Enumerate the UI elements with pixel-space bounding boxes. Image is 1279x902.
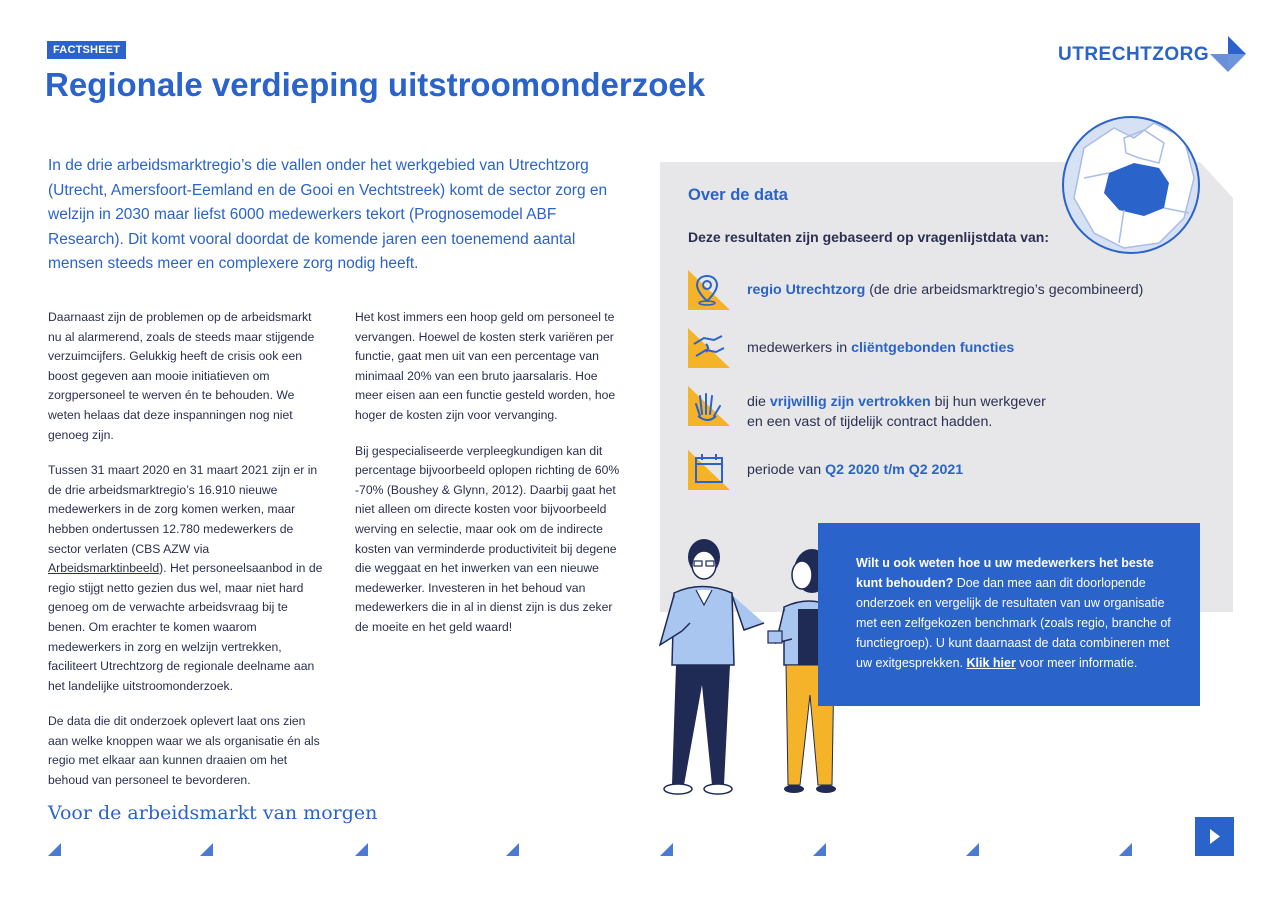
col2-paragraph-2: Bij gespecialiseerde verpleegkundigen kan dit percentage bijvoorbeeld oplopen richting de 60% -70% (Boushey & Glynn, 2012). Daarbij gaat het niet alleen om directe kosten voor bijvoorbeeld werving en selectie, maar ook om de indirecte kosten van verminderde productiviteit bij degene die weggaat en het inwerken van een nieuwe medewerker. Investeren in het behoud van medewerkers die in al in dienst zijn is dus zeker de moeite en het geld waard! [355,443,620,634]
cta-body: Doe dan mee aan dit doorlopende onderzoek en vergelijk de resultaten van uw organisatie met een zelfgekozen benchmark (zoals regio, branche of functiegroep). U kunt daarnaast de data combineren met uw exitgesprekken. [856,576,1171,670]
helping-hands-icon [688,328,730,368]
arbeidsmarktinbeeld-link[interactable]: Arbeidsmarktinbeeld [48,561,160,576]
body-column-2 [355,308,623,654]
waving-hand-icon [688,386,730,426]
cta-text [856,553,1176,673]
col1-paragraph-3: De data die dit onderzoek oplevert laat ons zien aan welke knoppen waar we als organisatie én als regio met elkaar aan kunnen draaien om het behoud van personeel te bevorderen. [48,714,320,788]
data-item-functions-text [747,338,1014,358]
cta-box [818,523,1200,706]
cta-after: voor meer informatie. [1015,656,1138,670]
data-item-region-text [747,280,1143,300]
col1-paragraph-2 [48,461,323,696]
voluntary-before: die [747,394,770,410]
footer-triangle-icon [1119,843,1132,856]
factsheet-tag: FACTSHEET [47,41,126,59]
col1-paragraph-1: Daarnaast zijn de problemen op de arbeidsmarkt nu al alarmerend, zoals de steeds maar stijgende verzuimcijfers. Gelukkig heeft de crisis ook een boost gegeven aan mooie initiatieven om zorgpersoneel te werven én te behouden. We weten helaas dat deze inspanningen nog niet genoeg zijn. [48,310,315,442]
voluntary-bold: vrijwillig zijn vertrokken [769,394,931,410]
functions-bold: cliëntgebonden functies [851,340,1015,356]
chevron-right-icon [1209,829,1221,844]
panel-subtitle: Deze resultaten zijn gebaseerd op vragenlijstdata van: [688,229,1049,245]
voluntary-after: bij hun werkgever [930,394,1046,410]
footer-triangle-icon [660,843,673,856]
col1-p2-text-a: Tussen 31 maart 2020 en 31 maart 2021 zijn er in de drie arbeidsmarktregio’s 16.910 nieuwe medewerkers in de zorg komen werken, maar hebben ondertussen 12.780 medewerkers de sector verlaten (CBS AZW via [48,463,318,556]
next-page-button[interactable] [1195,817,1234,856]
intro-paragraph: In de drie arbeidsmarktregio’s die vallen onder het werkgebied van Utrechtzorg (Utrecht, Amersfoort-Eemland en de Gooi en Vechtstreek) komt de sector zorg en welzijn in 2030 maar liefst 6000 medewerkers tekort (Prognosemodel ABF Research). Dit komt vooral doordat de komende jaren een toenemend aantal mensen steeds meer en complexere zorg nodig heeft. [48,157,608,272]
data-item-period-text [747,460,963,480]
logo-text: UTRECHTZORG [1058,44,1210,65]
page-title: Regionale verdieping uitstroomonderzoek [45,66,706,103]
data-item-voluntary-text [747,392,1046,432]
footer-slogan: Voor de arbeidsmarkt van morgen [48,802,378,824]
footer-triangle-icon [813,843,826,856]
footer-triangle-icon [200,843,213,856]
period-before: periode van [747,462,826,478]
logo-mark-icon [1208,34,1248,74]
region-map-icon [1062,116,1200,254]
voluntary-line2: en een vast of tijdelijk contract hadden. [747,414,993,430]
period-bold: Q2 2020 t/m Q2 2021 [825,462,964,478]
col1-p2-text-b: ). Het personeelsaanbod in de regio stijgt netto gezien dus wel, maar niet hard genoeg om de verwachte arbeidsvraag bij te benen. Om erachter te komen waarom medewerkers in zorg en welzijn vertrekken, faciliteert Utrechtzorg de regionale deelname aan het landelijke uitstroomonderzoek. [48,561,323,693]
footer-triangle-icon [966,843,979,856]
functions-before: medewerkers in [747,340,852,356]
col2-paragraph-1: Het kost immers een hoop geld om personeel te vervangen. Hoewel de kosten sterk variëren per functie, gaat men uit van een percentage van minimaal 20% van een bruto jaarsalaris. Hoe meer eisen aan een functie gesteld worden, hoe hoger de kosten zijn voor vervanging. [355,310,616,422]
cta-bold: Wilt u ook weten hoe u uw medewerkers het beste kunt behouden? [856,556,1154,590]
region-after: (de drie arbeidsmarktregio’s gecombineerd) [865,282,1144,298]
panel-corner-cut [1200,162,1233,198]
body-column-1 [48,308,323,807]
location-pin-icon [688,270,730,310]
panel-title: Over de data [688,186,788,204]
footer-triangle-icon [48,843,61,856]
calendar-icon [688,450,730,490]
utrechtzorg-logo[interactable] [1058,40,1248,74]
cta-link[interactable]: Klik hier [966,656,1016,670]
footer-triangle-icon [355,843,368,856]
people-talking-illustration [652,535,842,800]
region-bold: regio Utrechtzorg [747,282,866,298]
footer-triangle-icon [506,843,519,856]
